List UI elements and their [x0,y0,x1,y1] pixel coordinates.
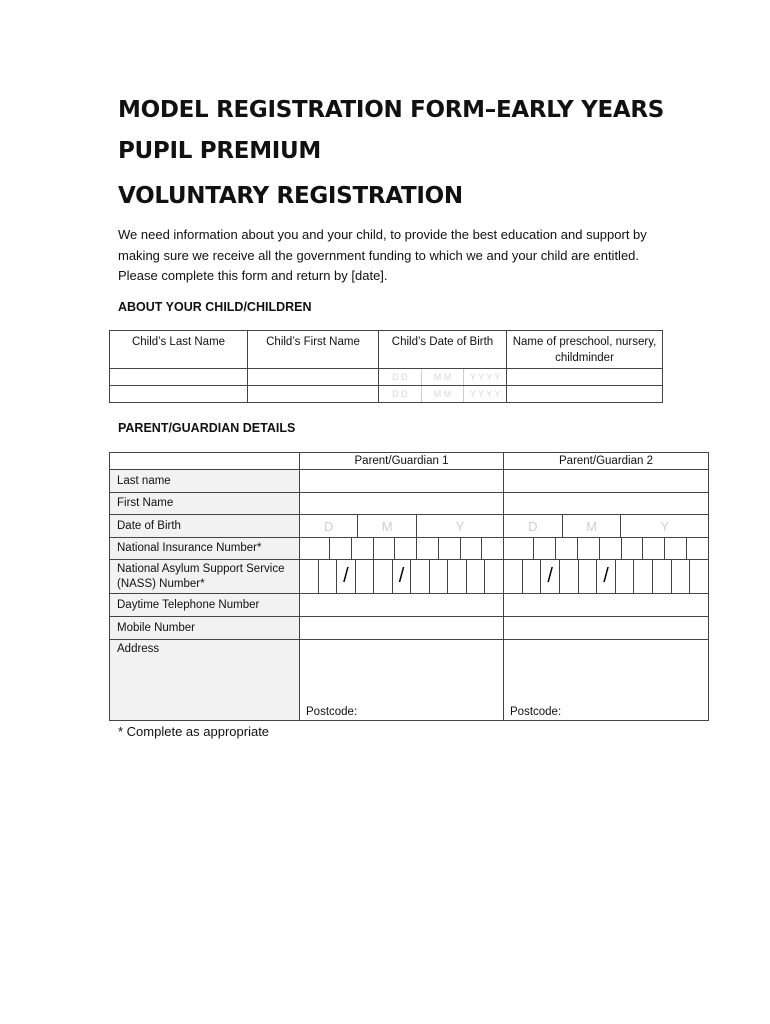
parent2-dob-field[interactable] [504,515,709,538]
postcode-label: Postcode: [510,706,562,718]
col-child-last-name: Child’s Last Name [110,331,248,369]
col-parent-2: Parent/Guardian 2 [504,453,709,470]
row-label-address: Address [110,640,300,721]
parent2-day-phone-field[interactable] [504,594,709,617]
dob-day-placeholder: D [300,515,358,537]
parent-guardian-table [109,452,709,721]
col-empty [110,453,300,470]
child-last-name-field[interactable] [110,369,248,386]
row-label-dob: Date of Birth [110,515,300,538]
nass-separator: / [541,560,560,593]
nass-separator: / [337,560,356,593]
dob-month-placeholder: M M [422,386,465,402]
col-child-setting: Name of preschool, nursery, childminder [507,331,663,369]
dob-month-placeholder: M [358,515,416,537]
child-last-name-field[interactable] [110,386,248,403]
child-setting-field[interactable] [507,386,663,403]
postcode-label: Postcode: [306,706,358,718]
dob-year-placeholder: Y Y Y Y [469,372,501,382]
row-label-mobile: Mobile Number [110,617,300,640]
row-label-last-name: Last name [110,470,300,493]
dob-year-placeholder: Y [455,518,465,534]
dob-year-placeholder: Y [660,518,670,534]
child-first-name-field[interactable] [248,369,379,386]
dob-day-placeholder: D D [379,386,422,402]
child-dob-field[interactable] [379,386,507,403]
parent1-first-name-field[interactable] [300,493,504,515]
row-label-nino: National Insurance Number* [110,538,300,560]
parent2-nass-field[interactable] [504,560,709,594]
dob-day-placeholder: D D [379,369,422,385]
children-table [109,330,663,403]
row-label-day-phone: Daytime Telephone Number [110,594,300,617]
parent2-nino-field[interactable] [504,538,709,560]
parent1-dob-field[interactable] [300,515,504,538]
col-child-dob: Child’s Date of Birth [379,331,507,369]
form-subtitle: VOLUNTARY REGISTRATION [118,183,463,209]
child-dob-field[interactable] [379,369,507,386]
dob-year-placeholder: Y Y Y Y [469,389,501,399]
dob-day-placeholder: D [504,515,563,537]
table-row [110,369,663,386]
children-section-heading: ABOUT YOUR CHILD/CHILDREN [118,300,312,314]
child-first-name-field[interactable] [248,386,379,403]
parent1-last-name-field[interactable] [300,470,504,493]
dob-month-placeholder: M M [422,369,465,385]
parent2-address-field[interactable] [504,640,709,721]
parent1-mobile-field[interactable] [300,617,504,640]
parent-section-heading: PARENT/GUARDIAN DETAILS [118,421,296,435]
col-child-first-name: Child’s First Name [248,331,379,369]
parent2-last-name-field[interactable] [504,470,709,493]
table-row [110,386,663,403]
col-parent-1: Parent/Guardian 1 [300,453,504,470]
parent1-nass-field[interactable] [300,560,504,594]
parent1-nino-field[interactable] [300,538,504,560]
parent2-first-name-field[interactable] [504,493,709,515]
intro-paragraph: We need information about you and your child, to provide the best education and support by making sure we receive all the government funding to which we and your child are entitled. Please complete this form and return by [date]. [118,227,647,283]
dob-month-placeholder: M [563,515,622,537]
parent2-mobile-field[interactable] [504,617,709,640]
form-title: MODEL REGISTRATION FORM–EARLY YEARS PUPIL PREMIUM [118,97,665,164]
child-setting-field[interactable] [507,369,663,386]
nass-separator: / [393,560,412,593]
footnote: * Complete as appropriate [118,724,270,739]
nass-separator: / [597,560,616,593]
parent1-day-phone-field[interactable] [300,594,504,617]
row-label-first-name: First Name [110,493,300,515]
row-label-nass: National Asylum Support Service (NASS) Number* [110,560,300,594]
parent1-address-field[interactable] [300,640,504,721]
